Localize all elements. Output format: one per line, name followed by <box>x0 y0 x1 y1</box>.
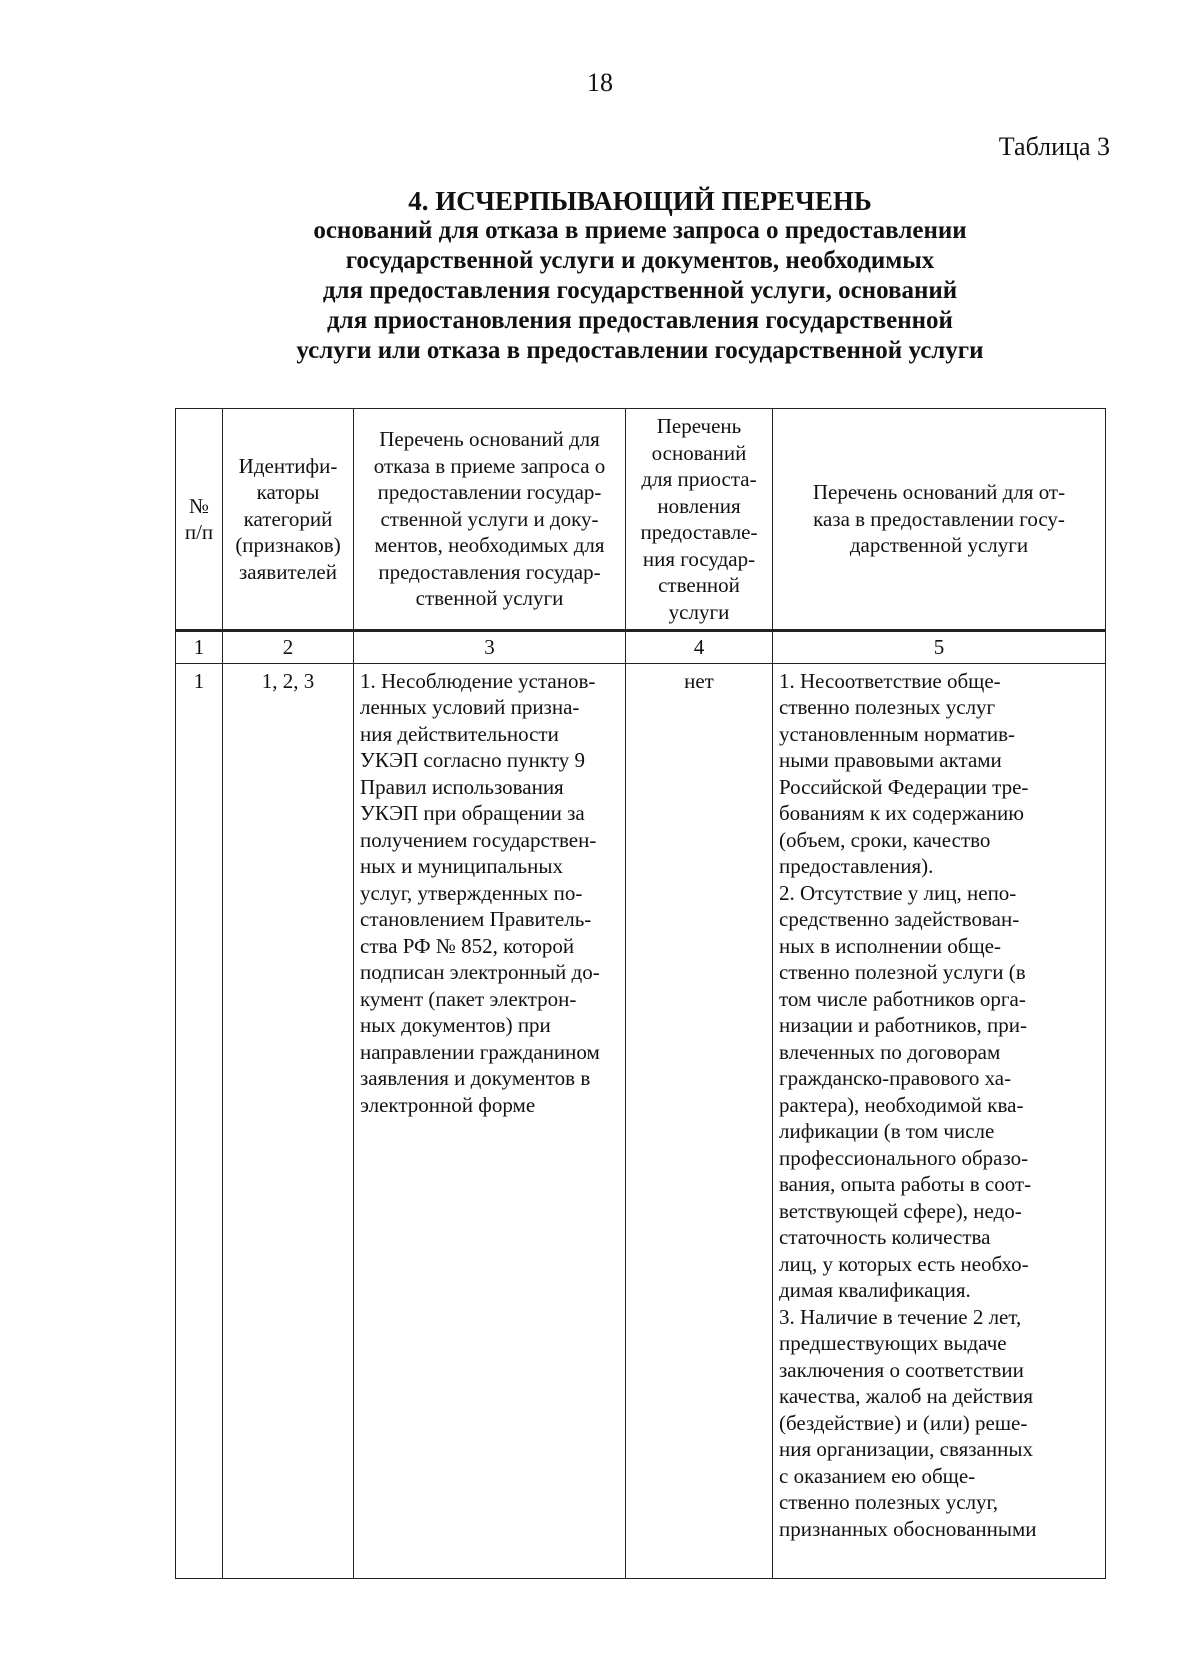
column-number: 5 <box>773 631 1106 664</box>
column-number: 3 <box>354 631 626 664</box>
heading-line: услуги или отказа в предоставлении государственной услуги <box>296 337 984 364</box>
heading-line: для приостановления предоставления государственной <box>327 307 953 334</box>
cell-service-refusal: 1. Несоответствие обще- ственно полезных услуг установленным норматив- ными правовыми актами Российской Федерации тре- бованиям к их содержанию (объем, сроки, качество предоставления). 2. Отсутствие у лиц, непо- средственно задействован- ных в исполнении обще- ственно полезной услуги (в том числе работников орга- низации и работников, при- влеченных по договорам гражданско-правового ха- рактера), необходимой ква- лификации (в том числе профессионального образо- вания, опыта работы в соот- ветствующей сфере), недо- статочность количества лиц, у которых есть необхо- димая квалификация. 3. Наличие в течение 2 лет, предшествующих выдаче заключения о соответствии качества, жалоб на действия (бездействие) и (или) реше- ния организации, связанных с оказанием ею обще- ственно полезных услуг, признанных обоснованными <box>773 663 1106 1578</box>
heading-main: 4. ИСЧЕРПЫВАЮЩИЙ ПЕРЕЧЕНЬ <box>408 186 872 216</box>
column-number: 1 <box>176 631 223 664</box>
cell-row-number: 1 <box>176 663 223 1578</box>
heading-line: оснований для отказа в приеме запроса о предоставлении <box>313 217 967 244</box>
column-number: 4 <box>626 631 773 664</box>
heading-line: государственной услуги и документов, необходимых <box>345 247 935 274</box>
cell-suspension: нет <box>626 663 773 1578</box>
cell-reception-refusal: 1. Несоблюдение установ- ленных условий призна- ния действительности УКЭП согласно пункту 9 Правил использования УКЭП при обращении за получением государствен- ных и муниципальных услуг, утвержденных по- становлением Правитель- ства РФ № 852, которой подписан электронный до- кумент (пакет электрон- ных документов) при направлении гражданином заявления и документов в электронной форме <box>354 663 626 1578</box>
page-number: 18 <box>587 68 613 97</box>
heading-line: для предоставления государственной услуги, оснований <box>322 277 958 304</box>
cell-applicant-ids: 1, 2, 3 <box>223 663 354 1578</box>
column-number: 2 <box>223 631 354 664</box>
column-number-row <box>176 631 1106 664</box>
table-label: Таблица 3 <box>998 132 1110 161</box>
header-cell-service-refusal: Перечень оснований для от- каза в предоставлении госу- дарственной услуги <box>773 409 1106 631</box>
header-cell-reception-refusal: Перечень оснований для отказа в приеме запроса о предоставлении государ- ственной услуги и доку- ментов, необходимых для предоставления государ- ственной услуги <box>354 409 626 631</box>
grounds-table <box>175 408 1106 1579</box>
table-row <box>176 663 1106 1578</box>
header-cell-suspension: Перечень оснований для приоста- новления предоставле- ния государ- ственной услуги <box>626 409 773 631</box>
table-header-row <box>176 409 1106 631</box>
header-cell-number: № п/п <box>176 409 223 631</box>
header-cell-applicant-ids: Идентифи- каторы категорий (признаков) заявителей <box>223 409 354 631</box>
section-heading <box>150 186 1130 366</box>
